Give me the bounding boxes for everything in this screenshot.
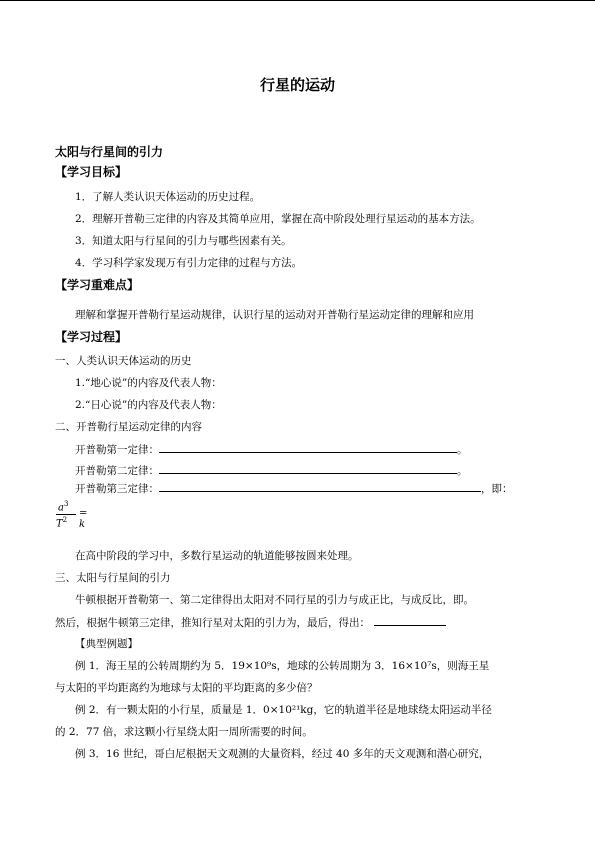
part3-paragraph-2: 然后，根据牛顿第三定律，推知行星对太阳的引力为，最后，得出： [55,614,446,630]
formula-rhs: = k [79,508,88,530]
key-text: 理解和掌握开普勒行星运动规律，认识行星的运动对开普勒行星运动定律的理解和应用 [75,309,474,321]
page-top-rule [0,0,595,1]
part3-paragraph-1: 牛顿根据开普勒第一、第二定律得出太阳对不同行星的引力与成正比，与成反比，即。 [75,594,474,606]
law3-blank [159,480,481,492]
page-title: 行星的运动 [259,76,335,94]
example-3-line-1: 例 3．16 世纪，哥白尼根据天文观测的大量资料，经过 40 多年的天文观测和潜心研究， [75,748,490,760]
part3-blank [374,614,446,626]
goals-header: 【学习目标】 [55,165,128,179]
part1-item: 2.“日心说”的内容及代表人物： [75,399,222,411]
part3-title: 三、太阳与行星间的引力 [55,572,171,584]
part1-item: 1.“地心说”的内容及代表人物： [75,377,222,389]
law3-end: ，即： [481,483,513,495]
law2-end: 。 [457,465,468,477]
formula-fraction-bar [56,514,76,515]
law2-blank [159,462,457,474]
law1-label: 开普勒第一定律： [75,444,159,456]
key-header: 【学习重难点】 [55,278,140,292]
goal-item: 1．了解人类认识天体运动的历史过程。 [75,191,261,203]
law1-blank [159,441,457,453]
orbit-note: 在高中阶段的学习中，多数行星运动的轨道能够按圆来处理。 [75,550,359,562]
law1-row [75,441,468,457]
example-1-line-1: 例 1．海王星的公转周期约为 5．19×10⁹s，地球的公转周期为 3．16×10⁷s，则海王星 [75,660,490,672]
law3-row [75,480,513,496]
example-1-line-2: 与太阳的平均距离约为地球与太阳的平均距离的多少倍？ [55,682,318,694]
part2-title: 二、开普勒行星运动定律的内容 [55,421,202,433]
goal-item: 2．理解开普勒三定律的内容及其简单应用，掌握在高中阶段处理行星运动的基本方法。 [75,213,481,225]
example-2-line-1: 例 2．有一颗太阳的小行星，质量是 1．0×10²¹kg，它的轨道半径是地球绕太阳运动半径 [75,704,492,716]
kepler-third-law-formula [56,500,96,532]
goal-item: 4．学习科学家发现万有引力定律的过程与方法。 [75,257,303,269]
law2-row [75,462,468,478]
formula-numerator: $a^3$ [58,500,69,514]
examples-header: 【典型例题】 [75,638,138,650]
example-2-line-2: 的 2．77 倍，求这颗小行星绕太阳一周所需要的时间。 [55,726,313,738]
section-title: 太阳与行星间的引力 [55,145,164,159]
law1-end: 。 [457,444,468,456]
goal-item: 3．知道太阳与行星间的引力与哪些因素有关。 [75,235,292,247]
part1-title: 一、人类认识天体运动的历史 [55,355,192,367]
formula-denominator: $T^2$ [56,516,68,530]
law3-label: 开普勒第三定律： [75,483,159,495]
law2-label: 开普勒第二定律： [75,465,159,477]
process-header: 【学习过程】 [55,330,128,344]
